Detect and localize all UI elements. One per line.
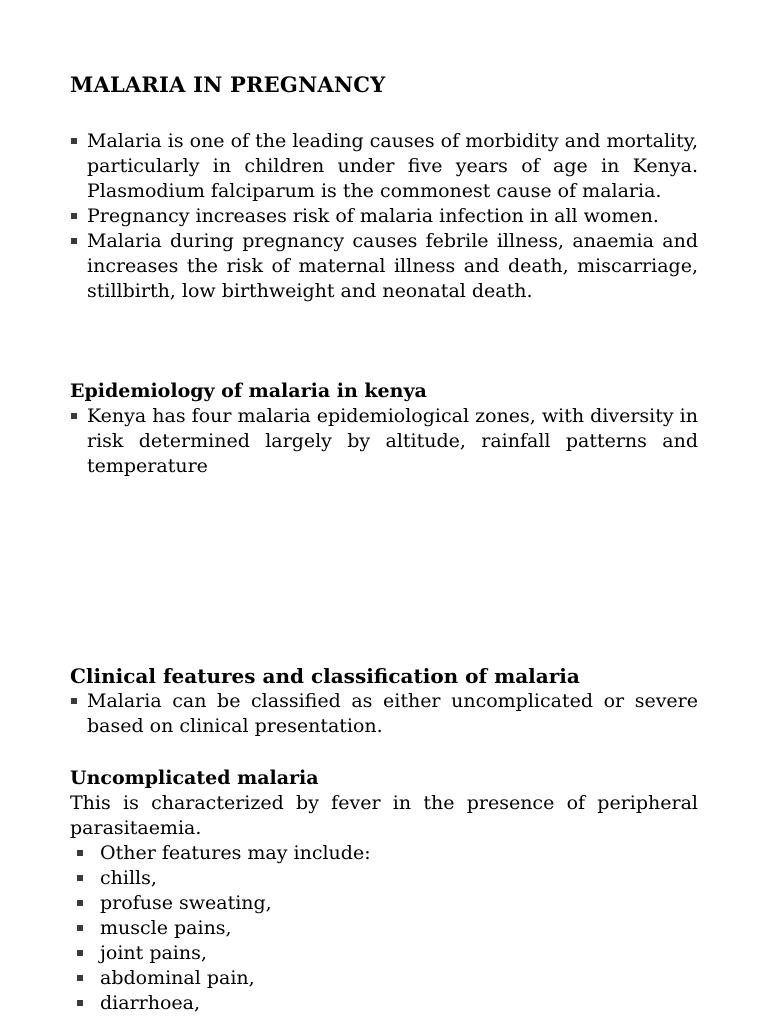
list-item-text: Other features may include: (100, 842, 371, 864)
list-item (70, 891, 698, 916)
list-item (70, 841, 698, 866)
clinical-bullet-list (70, 689, 698, 739)
epidemiology-section (70, 379, 698, 479)
square-bullet-icon (77, 925, 83, 931)
uncomplicated-heading: Uncomplicated malaria (70, 767, 319, 789)
list-item-text: abdominal pain, (100, 967, 255, 989)
uncomplicated-section (70, 766, 698, 1016)
list-item (70, 866, 698, 891)
list-item (70, 129, 698, 204)
list-item (70, 991, 698, 1016)
features-bullet-list (70, 841, 698, 1016)
list-item (70, 689, 698, 739)
square-bullet-icon (71, 138, 77, 144)
list-item-text: diarrhoea, (100, 992, 201, 1014)
square-bullet-icon (71, 238, 77, 244)
list-item (70, 229, 698, 304)
list-item-text: chills, (100, 867, 157, 889)
square-bullet-icon (71, 698, 77, 704)
list-item (70, 916, 698, 941)
list-item-text: Malaria is one of the leading causes of morbidity and mortality, particularly in children under five years of age in Kenya. Plasmodium falciparum is the commonest cause of malaria. (87, 130, 698, 202)
list-item-text: Malaria during pregnancy causes febrile illness, anaemia and increases the risk of maternal illness and death, miscarriage, stillbirth, low birthweight and neonatal death. (87, 230, 698, 302)
list-item-text: Malaria can be classified as either uncomplicated or severe based on clinical presentation. (87, 690, 698, 737)
list-item-text: profuse sweating, (100, 892, 272, 914)
square-bullet-icon (71, 213, 77, 219)
list-item-text: joint pains, (100, 942, 207, 964)
clinical-heading: Clinical features and classification of malaria (70, 664, 580, 688)
page-title: MALARIA IN PREGNANCY (70, 72, 386, 97)
list-item (70, 941, 698, 966)
epidemiology-bullet-list (70, 404, 698, 479)
list-item-text: Pregnancy increases risk of malaria infection in all women. (87, 205, 659, 227)
square-bullet-icon (77, 1000, 83, 1006)
square-bullet-icon (77, 850, 83, 856)
square-bullet-icon (71, 413, 77, 419)
uncomplicated-description: This is characterized by fever in the presence of peripheral parasitaemia. (70, 792, 698, 839)
intro-section (70, 129, 698, 304)
list-item (70, 966, 698, 991)
square-bullet-icon (77, 875, 83, 881)
list-item-text: muscle pains, (100, 917, 232, 939)
clinical-section (70, 664, 698, 739)
intro-bullet-list (70, 129, 698, 304)
square-bullet-icon (77, 900, 83, 906)
list-item-text: Kenya has four malaria epidemiological zones, with diversity in risk determined largely by altitude, rainfall patterns and temperature (87, 405, 698, 477)
list-item (70, 204, 698, 229)
square-bullet-icon (77, 975, 83, 981)
epidemiology-heading: Epidemiology of malaria in kenya (70, 380, 427, 402)
square-bullet-icon (77, 950, 83, 956)
list-item (70, 404, 698, 479)
